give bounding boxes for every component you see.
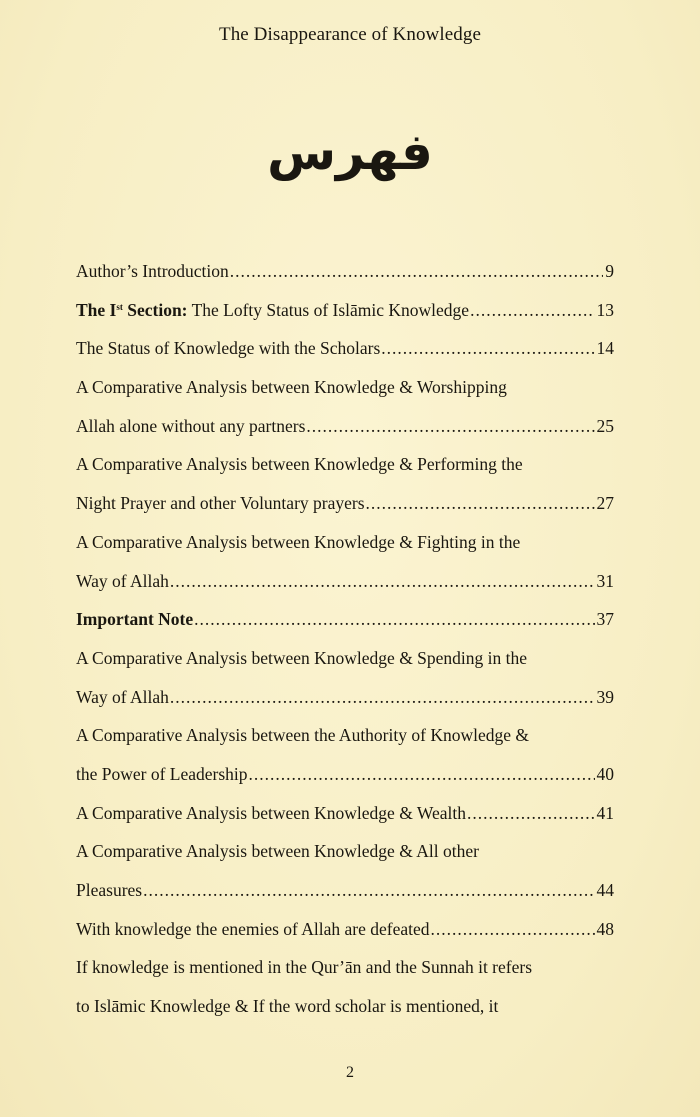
toc-entry-first-line: A Comparative Analysis between Knowledge & Performing the [76, 454, 523, 475]
toc-entry-pleasures [76, 871, 614, 910]
toc-section-label: The Ist Section: [76, 299, 188, 320]
dot-leader [430, 910, 595, 949]
toc-entry-first-line: If knowledge is mentioned in the Qur’ān and the Sunnah it refers [76, 957, 533, 978]
toc-entry-first-section [76, 291, 614, 330]
toc-entry-enemies-defeated [76, 910, 614, 949]
toc-entry-status-of-knowledge [76, 329, 614, 368]
toc-entry-night-prayer [76, 484, 614, 523]
toc-entry-title: The Status of Knowledge with the Scholars [76, 338, 381, 359]
toc-entry-first-line: A Comparative Analysis between Knowledge & Spending in the [76, 647, 528, 668]
toc-page-number: 37 [596, 609, 614, 630]
toc-entry-title: Allah alone without any partners [76, 415, 306, 436]
toc-entry-first-line: A Comparative Analysis between Knowledge & All other [76, 841, 479, 862]
toc-page-number: 39 [596, 686, 614, 707]
dot-leader [142, 871, 594, 910]
dot-leader [466, 794, 595, 833]
dot-leader [169, 678, 595, 717]
dot-leader [248, 755, 595, 794]
dot-leader [305, 407, 594, 446]
toc-entry-title: Pleasures [76, 880, 143, 900]
dot-leader [169, 562, 595, 601]
table-of-contents [76, 252, 614, 1026]
toc-entry-title: A Comparative Analysis between Knowledge & Wealth [76, 802, 466, 823]
dot-leader [365, 484, 595, 523]
toc-entry-spending [76, 678, 614, 717]
toc-page-number: 14 [596, 338, 614, 359]
arabic-calligraphy-title: فهرس [267, 123, 433, 181]
dot-leader [193, 600, 594, 639]
dot-leader [469, 291, 594, 330]
toc-entry-important-note [76, 600, 614, 639]
toc-entry-wealth [76, 794, 614, 833]
toc-page-number: 40 [596, 763, 614, 784]
toc-entry-first-line: A Comparative Analysis between Knowledge & Fighting in the [76, 531, 521, 552]
toc-entry-first-line: A Comparative Analysis between the Authority of Knowledge & [76, 725, 529, 746]
toc-entry-title: the Power of Leadership [76, 763, 248, 784]
toc-entry-fighting [76, 562, 614, 601]
toc-entry-title: With knowledge the enemies of Allah are defeated [76, 918, 430, 939]
dot-leader [380, 329, 594, 368]
toc-entry-title: Author’s Introduction [76, 261, 229, 281]
ordinal-suffix: st [116, 301, 123, 312]
toc-entry-worshipping [76, 407, 614, 446]
toc-entry-title: Night Prayer and other Voluntary prayers [76, 493, 365, 514]
toc-entry-author-introduction [76, 252, 614, 291]
toc-entry-title: Way of Allah [76, 686, 169, 707]
toc-page-number: 31 [596, 570, 614, 591]
toc-entry-title: Way of Allah [76, 570, 169, 591]
toc-entry-leadership [76, 755, 614, 794]
toc-entry-title: The Lofty Status of Islāmic Knowledge [187, 299, 470, 320]
toc-entry-first-line: A Comparative Analysis between Knowledge & Worshipping [76, 377, 507, 398]
dot-leader [229, 252, 603, 291]
toc-page-number: 13 [596, 299, 614, 320]
page-number: 2 [346, 1064, 354, 1081]
toc-page-number: 44 [596, 880, 614, 900]
toc-entry-continued-line: to Islāmic Knowledge & If the word scholar is mentioned, it [76, 996, 499, 1017]
toc-page-number: 41 [596, 802, 614, 823]
toc-entry-title: Important Note [76, 609, 194, 630]
toc-page-number: 9 [605, 261, 614, 281]
toc-page-number: 48 [596, 918, 614, 939]
running-head-title: The Disappearance of Knowledge [218, 24, 482, 45]
toc-page-number: 27 [596, 493, 614, 514]
toc-page-number: 25 [596, 415, 614, 436]
